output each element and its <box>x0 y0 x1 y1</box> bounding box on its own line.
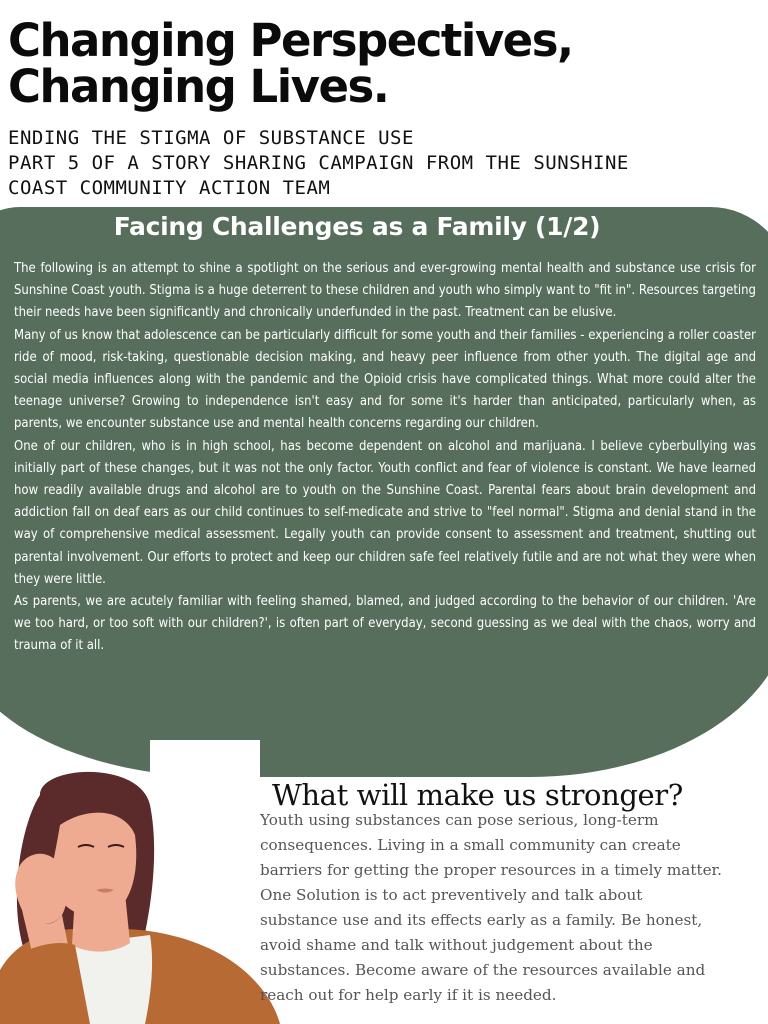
stronger-line: consequences. Living in a small community can create <box>260 836 681 854</box>
poster-subtitle <box>8 126 629 201</box>
subtitle-line: PART 5 OF A STORY SHARING CAMPAIGN FROM THE SUNSHINE <box>8 152 629 174</box>
card-heading: Facing Challenges as a Family (1/2) <box>113 212 601 241</box>
stronger-line: Youth using substances can pose serious, long-term <box>260 811 659 829</box>
subtitle-line: COAST COMMUNITY ACTION TEAM <box>8 177 331 199</box>
card-paragraph: One of our children, who is in high school, has become dependent on alcohol and marijuana. I believe cyberbullying was initially part of these changes, but it was not the only factor. Youth conflict and fear of violence is constant. We have learned how readily available drugs and alcohol are to youth on the Sunshine Coast. Parental fears about brain development and addiction fall on deaf ears as our child continues to self-medicate and strive to "feel normal". Stigma and denial stand in the way of comprehensive medical assessment. Legally youth can provide consent to assessment and treatment, shutting out parental involvement. Our efforts to protect and keep our children safe feel relatively futile and are not what they were when they were little. <box>14 438 756 587</box>
stronger-line: avoid shame and talk without judgement about the <box>260 936 653 954</box>
stronger-line: substances. Become aware of the resources available and <box>260 961 706 979</box>
subtitle-line: ENDING THE STIGMA OF SUBSTANCE USE <box>8 127 414 149</box>
card-paragraph: Many of us know that adolescence can be particularly difficult for some youth and their families - experiencing a roller coaster ride of mood, risk-taking, questionable decision making, and heavy peer influence from other youth. The digital age and social media influences along with the pandemic and the Opioid crisis have complicated things. What more could alter the teenage universe? Growing to independence isn't easy and for some it's harder than anticipated, particularly when, as parents, we encounter substance use and mental health concerns regarding our children. <box>14 327 756 432</box>
stronger-line: substance use and its effects early as a family. Be honest, <box>260 911 703 929</box>
pensive-woman-illustration <box>0 765 280 1024</box>
card-paragraph: The following is an attempt to shine a spotlight on the serious and ever-growing mental health and substance use crisis for Sunshine Coast youth. Stigma is a huge deterrent to these children and youth who simply want to "fit in". Resources targeting their needs have been significantly and chronically underfunded in the past. Treatment can be elusive. <box>14 261 756 321</box>
stronger-line: reach out for help early if it is needed. <box>260 986 557 1004</box>
stronger-heading: What will make us stronger? <box>272 778 683 812</box>
title-line: Changing Lives. <box>8 60 389 113</box>
stronger-line: barriers for getting the proper resources in a timely matter. <box>260 861 722 879</box>
title-line: Changing Perspectives, <box>8 14 573 67</box>
stronger-line: One Solution is to act preventively and talk about <box>260 886 643 904</box>
poster-title <box>8 14 573 113</box>
card-body <box>14 258 756 658</box>
stronger-body <box>260 808 768 1008</box>
card-paragraph: As parents, we are acutely familiar with feeling shamed, blamed, and judged according to the behavior of our children. 'Are we too hard, or too soft with our children?', is often part of everyday, second guessing as we deal with the chaos, worry and trauma of it all. <box>14 594 756 654</box>
